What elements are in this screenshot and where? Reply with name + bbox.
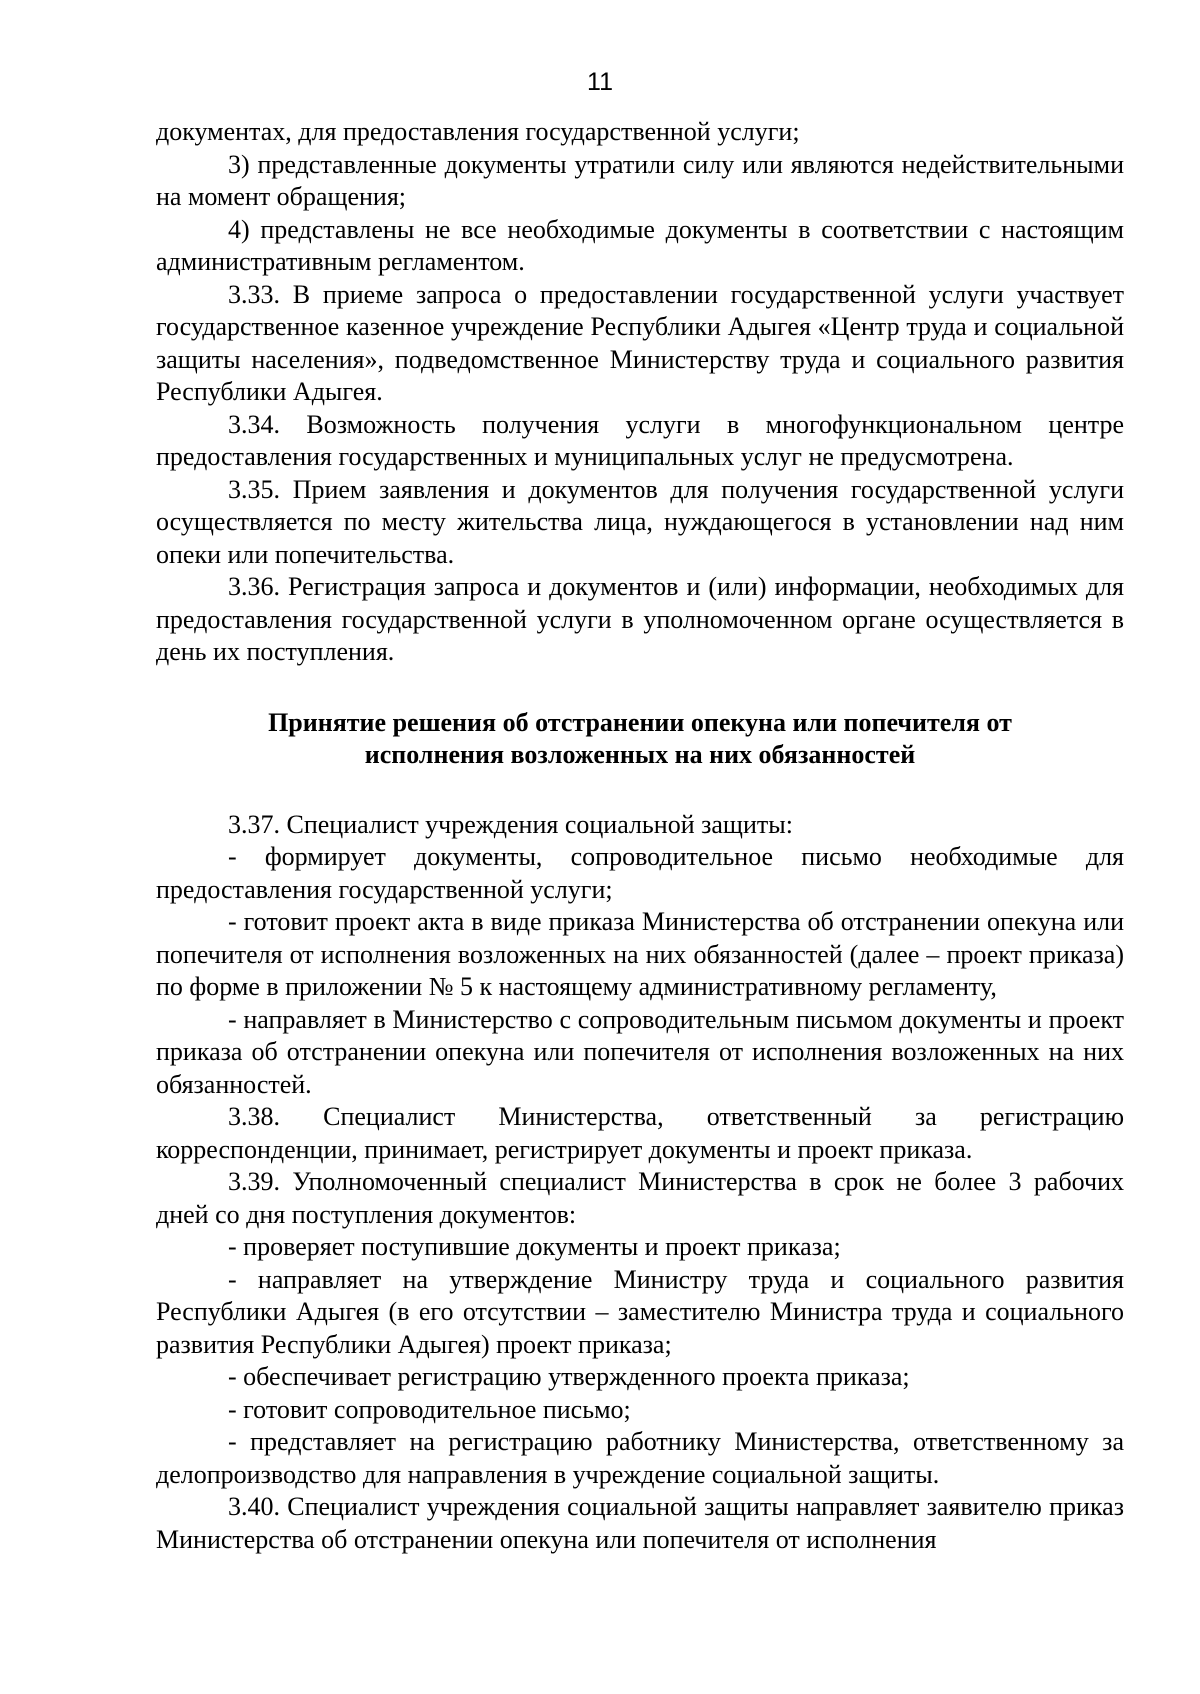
paragraph: - проверяет поступившие документы и проект приказа; [228, 1232, 841, 1261]
paragraph: - обеспечивает регистрацию утвержденного проекта приказа; [228, 1362, 910, 1391]
paragraph: 3.37. Специалист учреждения социальной защиты: [228, 809, 793, 839]
paragraph: 4) представлены не все необходимые документы в соответствии с настоящим административным регламентом. [156, 214, 1124, 276]
paragraph: 3.33. В приеме запроса о предоставлении государственной услуги участвует государственное казенное учреждение Республики Адыгея «Центр труда и социальной защиты населения», подведомственное Министерству труда и социального развития Республики Адыгея. [156, 279, 1124, 406]
paragraph: - готовит проект акта в виде приказа Министерства об отстранении опекуна или попечителя от исполнения возложенных на них обязанностей (далее – проект приказа) по форме в приложении № 5 к настоящему административному регламенту, [156, 907, 1124, 1001]
paragraph: - направляет на утверждение Министру труда и социального развития Республики Адыгея (в его отсутствии – заместителю Министра труда и социального развития Республики Адыгея) проект приказа; [156, 1264, 1124, 1359]
paragraph: - представляет на регистрацию работнику Министерства, ответственному за делопроизводство для направления в учреждение социальной защиты. [156, 1427, 1124, 1489]
paragraph: 3.39. Уполномоченный специалист Министерства в срок не более 3 рабочих дней со дня поступления документов: [156, 1167, 1124, 1229]
paragraph: документах, для предоставления государственной услуги; [156, 117, 800, 146]
paragraph: 3) представленные документы утратили силу или являются недействительными на момент обращения; [156, 149, 1124, 211]
paragraph: - готовит сопроводительное письмо; [228, 1394, 631, 1424]
page-number: 11 [587, 68, 613, 96]
paragraph: 3.34. Возможность получения услуги в многофункциональном центре предоставления государственных и муниципальных услуг не предусмотрена. [156, 409, 1124, 471]
section-heading: Принятие решения об отстранении опекуна или попечителя от исполнения возложенных на них обязанностей [268, 707, 1012, 769]
paragraph: 3.38. Специалист Министерства, ответственный за регистрацию корреспонденции, принимает, регистрирует документы и проект приказа. [156, 1102, 1124, 1164]
paragraph: 3.35. Прием заявления и документов для получения государственной услуги осуществляется по месту жительства лица, нуждающегося в установлении над ним опеки или попечительства. [156, 474, 1124, 569]
paragraph: - направляет в Министерство с сопроводительным письмом документы и проект приказа об отстранении опекуна или попечителя от исполнения возложенных на них обязанностей. [156, 1004, 1124, 1099]
paragraph: - формирует документы, сопроводительное письмо необходимые для предоставления государственной услуги; [156, 842, 1124, 904]
document-body [156, 116, 1124, 1556]
paragraph: 3.36. Регистрация запроса и документов и (или) информации, необходимых для предоставления государственной услуги в уполномоченном органе осуществляется в день их поступления. [156, 572, 1124, 666]
paragraph: 3.40. Специалист учреждения социальной защиты направляет заявителю приказ Министерства об отстранении опекуна или попечителя от исполнения [156, 1492, 1124, 1554]
